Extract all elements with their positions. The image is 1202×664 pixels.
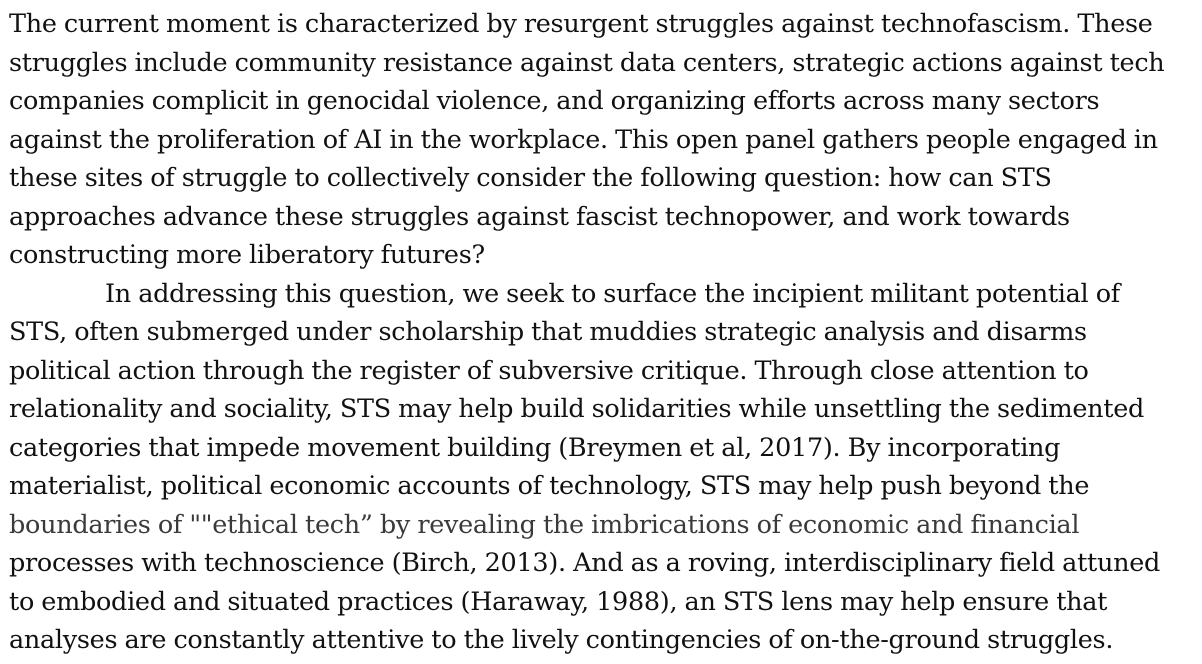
text-line: The current moment is characterized by resurgent struggles against technofascism. These: [9, 9, 1153, 39]
text-line: political action through the register of subversive critique. Through close attention to: [9, 355, 1089, 386]
text-line: struggles include community resistance against data centers, strategic actions against tech: [9, 47, 1165, 78]
text-line: STS, often submerged under scholarship that muddies strategic analysis and disarms: [9, 317, 1087, 347]
paragraph-1: [9, 5, 1202, 275]
text-line: companies complicit in genocidal violence, and organizing efforts across many sectors: [9, 86, 1100, 116]
text-line: to embodied and situated practices (Haraway, 1988), an STS lens may help ensure that: [9, 586, 1108, 617]
text-line: boundaries of ""ethical tech” by revealing the imbrications of economic and financial: [9, 509, 1080, 540]
text-line: constructing more liberatory futures?: [9, 240, 485, 270]
text-line: materialist, political economic accounts of technology, STS may help push beyond the: [9, 471, 1090, 501]
paragraph-2: [9, 275, 1202, 660]
text-line: processes with technoscience (Birch, 2013). And as a roving, interdisciplinary field attuned: [9, 548, 1161, 578]
text-line: approaches advance these struggles against fascist technopower, and work towards: [9, 201, 1070, 232]
text-line: these sites of struggle to collectively consider the following question: how can STS: [9, 163, 1052, 193]
text-line: against the proliferation of AI in the workplace. This open panel gathers people engaged in: [9, 124, 1158, 155]
text-line: categories that impede movement building (Breymen et al, 2017). By incorporating: [9, 432, 1061, 463]
text-line: analyses are constantly attentive to the lively contingencies of on-the-ground struggles.: [9, 625, 1114, 655]
text-line: In addressing this question, we seek to surface the incipient militant potential of: [105, 278, 1120, 309]
text-line: relationality and sociality, STS may help build solidarities while unsettling the sedimented: [9, 394, 1145, 424]
